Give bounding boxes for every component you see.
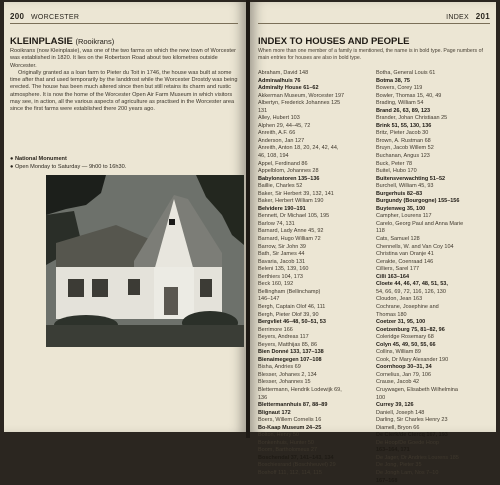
index-entry: Anreith, A.F. 66 — [258, 130, 296, 137]
index-entry: Coornhoop 30–31, 34 — [376, 364, 432, 371]
index-entry: De Jong, Pieter 35 — [376, 462, 422, 469]
index-entry: Akkerman Museum, Worcester 197 — [258, 92, 345, 99]
index-entry: Blesser, Johanes 2, 134 — [258, 371, 317, 378]
index-entry: Bien Donné 133, 137–138 — [258, 349, 324, 356]
index-entry: Brading, William 54 — [376, 100, 424, 107]
index-entry: Cloete 44, 46, 47, 48, 51, 53, — [376, 281, 448, 288]
index-entry: Bisha, Andries 69 — [258, 364, 301, 371]
index-entry: Berthiers 104, 173 — [258, 273, 303, 280]
index-entry: Buchanan, Angus 123 — [376, 153, 430, 160]
index-entry: Britz, Pieter Jacob 30 — [376, 130, 429, 137]
index-entry: Bowers, Corey 119 — [376, 85, 423, 92]
index-entry: Carelo, Georg Paul and Anna Marie — [376, 220, 464, 227]
body-paragraph: Rooikrans (now Kleinplasie), was one of the two farms on which the new town of Worcester was established in 1820. It lies on the Robertson Road about two kilometres outside Worcester. — [10, 48, 236, 69]
index-entry: Brink 51, 55, 130, 136 — [376, 122, 432, 129]
index-entry: Bavaria, Jacob 131 — [258, 258, 306, 265]
index-entry: 146–147 — [258, 296, 280, 303]
index-entry: Barnard, Hugo William 72 — [258, 236, 321, 243]
index-entry: Daniell, Joseph 148 — [376, 409, 425, 416]
index-entry: Bellingham (Bellinchamp) — [258, 288, 321, 295]
index-entry: Darling, Sir Charles Henry 23 — [376, 417, 448, 424]
index-entry: Admiralty House 61–62 — [258, 85, 319, 92]
index-entry: Bowler, Thomas 15, 40, 49 — [376, 92, 442, 99]
index-entry: Appel, Ferdinand 86 — [258, 160, 308, 167]
kleinplasie-body — [10, 48, 238, 114]
index-entry: Admiraalhuis 76 — [258, 77, 301, 84]
index-entry: De Clerk/de Clercq 167, 193 — [376, 432, 448, 439]
index-entry: Bolton, Henry 50 — [258, 432, 299, 439]
index-entry: Anderson, Jan 127 — [258, 137, 305, 144]
index-entry: Brander, Johan Christiaan 25 — [376, 115, 448, 122]
index-entry: Alley, Hubert 103 — [258, 115, 300, 122]
kleinplasie-title-text: KLEINPLASIE — [10, 36, 73, 47]
visitor-info — [10, 155, 126, 171]
index-entry: Christina van Oranje 41 — [376, 251, 434, 258]
index-entry: Buck, Peter 78 — [376, 160, 413, 167]
index-entry: Blettermann, Hendrik Lodewijk 69, — [258, 386, 342, 393]
index-entry: Campher, Lourens 117 — [376, 213, 432, 220]
index-entry: Currey 39, 126 — [376, 402, 414, 409]
index-column-1 — [258, 70, 370, 478]
index-entry: Beyers, Matthijas 85, 86 — [258, 341, 318, 348]
index-entry: Cook, Dr Mary Alexander 190 — [376, 356, 449, 363]
kleinplasie-photo — [46, 175, 244, 347]
index-entry: Coetzer 31, 95, 100 — [376, 319, 426, 326]
index-entry: Baillie, Charles 52 — [258, 183, 303, 190]
index-title: INDEX TO HOUSES AND PEOPLE — [258, 36, 410, 47]
index-entry: De Jager, Dr Andries Lourens 185 — [376, 454, 459, 461]
index-entry: Collins, William 89 — [376, 349, 421, 356]
index-entry: Blesser, Johannes 15 — [258, 379, 311, 386]
index-entry: Chennells, W. and Van Coy 104 — [376, 243, 454, 250]
index-entry: Cilliers, Sarel 177 — [376, 266, 420, 273]
index-entry: Baker, Sir Herbert 39, 132, 141 — [258, 190, 334, 197]
index-entry: Bienaimegegen 107–108 — [258, 356, 322, 363]
index-entry: 163–164, 171 — [376, 447, 410, 454]
index-entry: Blignaut 172 — [258, 409, 291, 416]
index-entry: Coetzenburg 75, 81–82, 96 — [376, 326, 445, 333]
index-entry: Bergvliet 46–48, 50–51, 53 — [258, 319, 326, 326]
index-entry: Boom, Bartholomeus 27 — [258, 447, 318, 454]
right-page-number: 201 — [475, 12, 490, 21]
info-line-monument: ● National Monument — [10, 156, 67, 162]
kleinplasie-title — [10, 36, 114, 47]
index-entry: 100 — [376, 394, 386, 401]
index-entry: Berrimore 166 — [258, 326, 293, 333]
index-entry: Barnard, Lady Anne 45, 92 — [258, 228, 324, 235]
index-entry: Cloudon, Jean 163 — [376, 296, 423, 303]
right-header-rule — [258, 23, 490, 24]
index-entry: Babylonstoren 135–136 — [258, 175, 320, 182]
left-page-number: 200 — [10, 12, 25, 21]
left-running-head — [10, 12, 79, 21]
index-entry: Boschiesrand (Boschheuvel) 29 — [258, 462, 336, 469]
index-entry: Buitel, Hubo 170 — [376, 168, 417, 175]
index-entry: 167–168 — [376, 477, 398, 484]
index-entry: Bergh, Captain Olof 46, 111 — [258, 303, 326, 310]
index-entry: De Hoop/De Goede Hoop — [376, 439, 439, 446]
index-entry: Boers, Willem Cornelis 16 — [258, 417, 322, 424]
right-running-head — [446, 12, 490, 21]
index-entry: Thomas 180 — [376, 311, 407, 318]
index-entry: Bo-Kaap Museum 24–25 — [258, 424, 322, 431]
index-entry: Blettermannhuis 87, 88–89 — [258, 402, 328, 409]
index-entry: Cochrane, Josephine and — [376, 303, 439, 310]
index-entry: Cats, Samuel 128 — [376, 236, 420, 243]
left-page — [4, 2, 246, 432]
index-entry: Diamell, Bryon 66 — [376, 424, 420, 431]
index-entry: Botma 38, 75 — [376, 77, 410, 84]
index-entry: Bruyn, Jacob Willem 52 — [376, 145, 434, 152]
index-entry: Baker, Herbert William 190 — [258, 198, 324, 205]
index-entry: Cerakte, Coenraad 146 — [376, 258, 434, 265]
index-entry: Burgundy (Bourgogne) 155–156 — [376, 198, 460, 205]
index-entry: Bennett, Dr Michael 105, 195 — [258, 213, 330, 220]
index-entry: Appelblom, Johannes 28 — [258, 168, 319, 175]
index-entry: Boshoff 111, 112, 114, 115 — [258, 469, 322, 476]
index-entry: Brand 26, 63, 89, 123 — [376, 107, 431, 114]
index-entry: Beyers, Andreas 117 — [258, 334, 309, 341]
index-entry: Bonkenhuis, Hunter 50 — [258, 439, 314, 446]
body-paragraph: Originally granted as a loan farm to Pieter du Toit in 1746, the house was built at some time after that and used temporarily by the landdrost while the Worcester Drostdy was being erected. The house has been much altered since then but still retains its charm and rustic atmosphere. It is now the home of the Worcester Open Air Farm Museum in which visitors may see, in action, all the various aspects of agriculture as practised in the Worcester area since the first farms were established there 200 years ago. — [10, 69, 238, 113]
left-header-rule — [10, 23, 238, 24]
index-entry: Barlow 74, 131 — [258, 220, 295, 227]
index-entry: 54, 66, 69, 72, 116, 126, 130 — [376, 288, 446, 295]
index-entry: 136 — [258, 394, 268, 401]
index-entry: Boschendal 37, 141–143, 134 — [258, 454, 334, 461]
index-entry: Buitensverwachting 51–52 — [376, 175, 446, 182]
index-entry: Anreith, Anton 18, 20, 24, 42, 44, — [258, 145, 339, 152]
index-entry: Cilli 163–164 — [376, 273, 410, 280]
index-entry: Bath, Sir James 44 — [258, 251, 305, 258]
index-entry: Cornelius, Jan 79, 106 — [376, 371, 432, 378]
index-entry: Albertyn, Frederick Johannes 125 — [258, 100, 341, 107]
kleinplasie-subtitle: (Rooikrans) — [75, 37, 115, 46]
right-page — [250, 2, 496, 484]
index-entry: Abraham, David 148 — [258, 70, 309, 76]
index-entry: Burgerhuis 82–83 — [376, 190, 423, 197]
index-entry: Beleni 135, 139, 160 — [258, 266, 309, 273]
info-line-hours: ● Open Monday to Saturday — 9h00 to 16h30. — [10, 164, 127, 170]
index-entry: 118 — [376, 228, 385, 235]
index-entry: Brown, A. Rustman 68 — [376, 137, 431, 144]
index-entry: Bergh, Pieter Olof 39, 90 — [258, 311, 319, 318]
index-entry: Crause, Jacob 42 — [376, 379, 420, 386]
index-entry: Coleridge Rosemary 68 — [376, 334, 434, 341]
index-entry: 46, 108, 194 — [258, 153, 289, 160]
index-entry: Alphen 29, 44–45, 72 — [258, 122, 311, 129]
index-entry: Botha, General Louis 61 — [376, 70, 436, 76]
index-entry: Colyn 45, 49, 50, 55, 66 — [376, 341, 436, 348]
index-intro: When more than one member of a family is mentioned, the name is in bold type. Page numbers of main entries for houses are also in bold type. — [258, 48, 483, 61]
index-entry: Cruywagen, Elisabeth Wilhelmina — [376, 386, 458, 393]
index-entry: Buytenweg 35, 100 — [376, 205, 426, 212]
index-entry: De Jongh Lam, Nos 7–10 — [376, 469, 439, 476]
index-entry: Barrow, Sir John 39 — [258, 243, 306, 250]
index-column-2 — [376, 70, 488, 485]
index-entry: Beck 160, 192 — [258, 281, 294, 288]
index-entry: 131 — [258, 107, 268, 114]
right-head-title: INDEX — [446, 14, 469, 21]
left-head-title: WORCESTER — [31, 14, 80, 21]
index-entry: Burchell, William 45, 93 — [376, 183, 434, 190]
index-entry: Belvidere 190–191 — [258, 205, 306, 212]
